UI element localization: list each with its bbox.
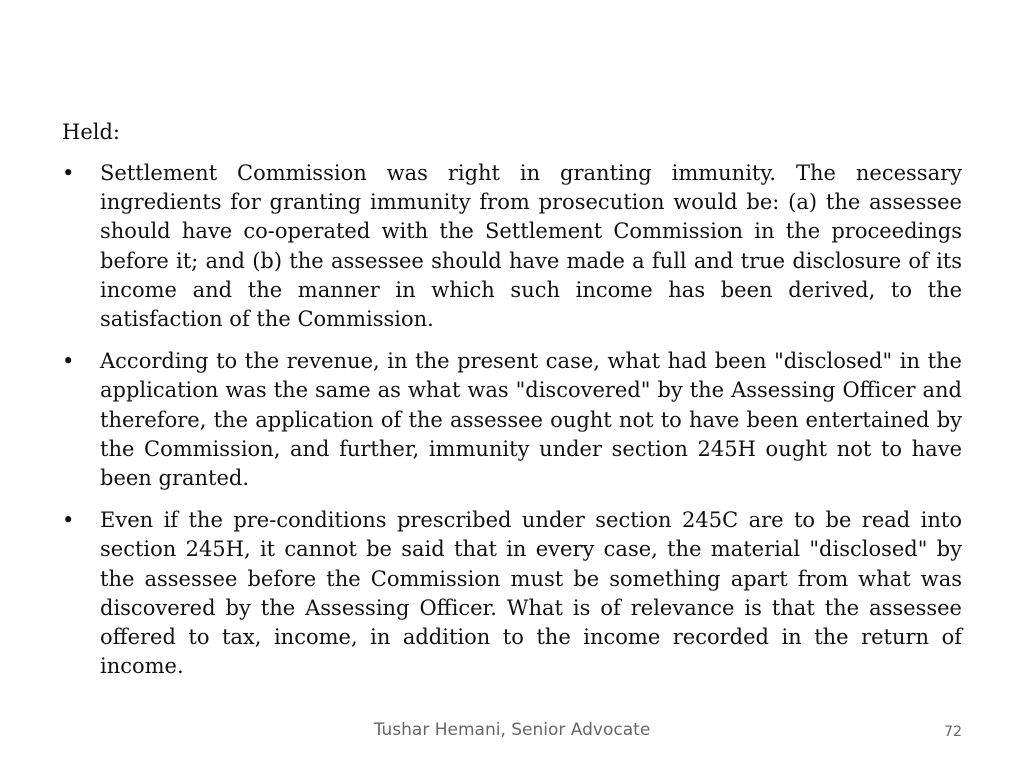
bullet-text: Settlement Commission was right in granting immunity. The necessary ingredients for granting immunity from prosecution would be: (a) the assessee should have co-operated with the Settlement Commission in the proceedings before it; and (b) the assessee should have made a full and true disclosure of its income and the manner in which such income has been derived, to the satisfaction of the Commission. xyxy=(100,161,962,332)
bullet-item xyxy=(62,506,962,681)
bullet-marker: • xyxy=(62,508,75,533)
footer-author: Tushar Hemani, Senior Advocate xyxy=(373,720,651,740)
bullet-list xyxy=(62,159,962,694)
bullet-text: Even if the pre-conditions prescribed under section 245C are to be read into section 245H, it cannot be said that in every case, the material "disclosed" by the assessee before the Commission must be something apart from what was discovered by the Assessing Officer. What is of relevance is that the assessee offered to tax, income, in addition to the income recorded in the return of income. xyxy=(100,508,962,679)
bullet-item xyxy=(62,159,962,334)
bullet-item xyxy=(62,347,962,493)
bullet-text: According to the revenue, in the present case, what had been "disclosed" in the application was the same as what was "discovered" by the Assessing Officer and therefore, the application of the assessee ought not to have been entertained by the Commission, and further, immunity under section 245H ought not to have been granted. xyxy=(100,349,962,491)
slide-heading: Held: xyxy=(62,120,120,144)
bullet-marker: • xyxy=(62,349,75,374)
page-number: 72 xyxy=(944,724,962,740)
bullet-marker: • xyxy=(62,161,75,185)
